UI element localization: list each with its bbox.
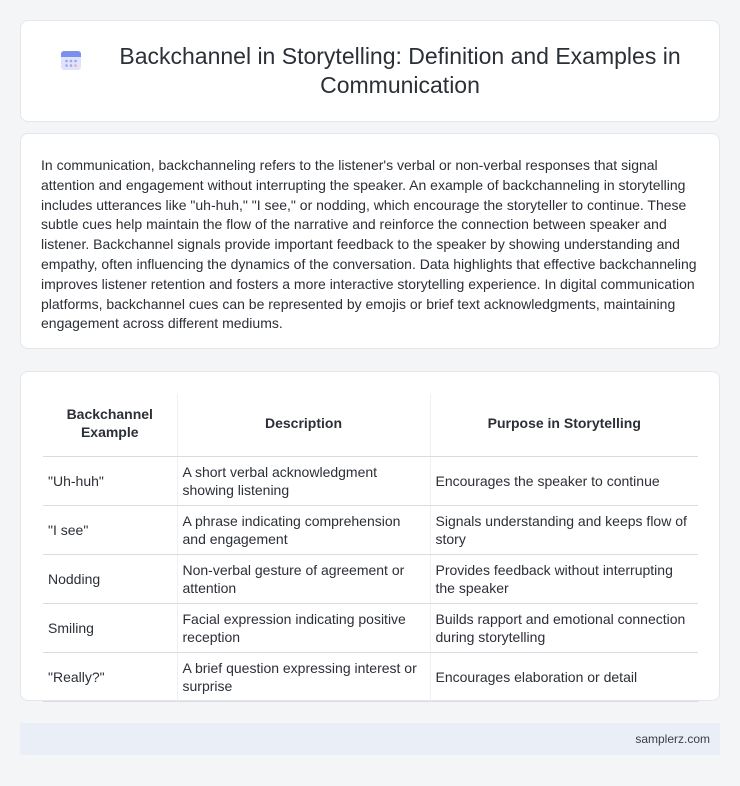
table-cell-purpose: Signals understanding and keeps flow of story [430, 505, 698, 554]
table-cell-example: "I see" [43, 505, 177, 554]
table-row [43, 505, 698, 554]
table-header-row [43, 394, 698, 456]
column-header-example: Backchannel Example [43, 394, 177, 456]
column-header-purpose: Purpose in Storytelling [430, 394, 698, 456]
table-cell-example: "Uh-huh" [43, 456, 177, 505]
column-header-description: Description [177, 394, 430, 456]
table-cell-description: Facial expression indicating positive reception [177, 603, 430, 652]
table-cell-purpose: Encourages elaboration or detail [430, 652, 698, 701]
backchannel-table [43, 394, 698, 702]
table-cell-purpose: Builds rapport and emotional connection during storytelling [430, 603, 698, 652]
summary-paragraph: In communication, backchanneling refers to the listener's verbal or non-verbal responses that signal attention and engagement without interrupting the speaker. An example of backchanneling in storytelling includes utterances like "uh-huh," "I see," or nodding, which encourage the storyteller to continue. These subtle cues help maintain the flow of the narrative and reinforce the connection between speaker and listener. Backchannel signals provide important feedback to the speaker by showing understanding and empathy, often influencing the dynamics of the conversation. Data highlights that effective backchanneling improves listener retention and fosters a more interactive storytelling experience. In digital communication platforms, backchannel cues can be represented by emojis or brief text acknowledgments, maintaining engagement across different mediums. [41, 157, 697, 332]
page-title: Backchannel in Storytelling: Definition and Examples in Communication [119, 43, 681, 98]
table-cell-description: A phrase indicating comprehension and engagement [177, 505, 430, 554]
table-cell-example: Smiling [43, 603, 177, 652]
table-cell-description: A brief question expressing interest or surprise [177, 652, 430, 701]
table-row [43, 652, 698, 701]
summary-card [20, 133, 720, 349]
table-cell-purpose: Provides feedback without interrupting the speaker [430, 554, 698, 603]
table-cell-description: A short verbal acknowledgment showing listening [177, 456, 430, 505]
table-cell-purpose: Encourages the speaker to continue [430, 456, 698, 505]
table-card [20, 371, 720, 701]
title-card [20, 20, 720, 122]
table-cell-example: "Really?" [43, 652, 177, 701]
table-row [43, 554, 698, 603]
footer-site-link[interactable]: samplerz.com [635, 732, 710, 746]
table-cell-example: Nodding [43, 554, 177, 603]
table-row [43, 603, 698, 652]
table-row [43, 456, 698, 505]
table-cell-description: Non-verbal gesture of agreement or attention [177, 554, 430, 603]
footer-bar [20, 723, 720, 755]
calendar-icon [59, 48, 83, 72]
